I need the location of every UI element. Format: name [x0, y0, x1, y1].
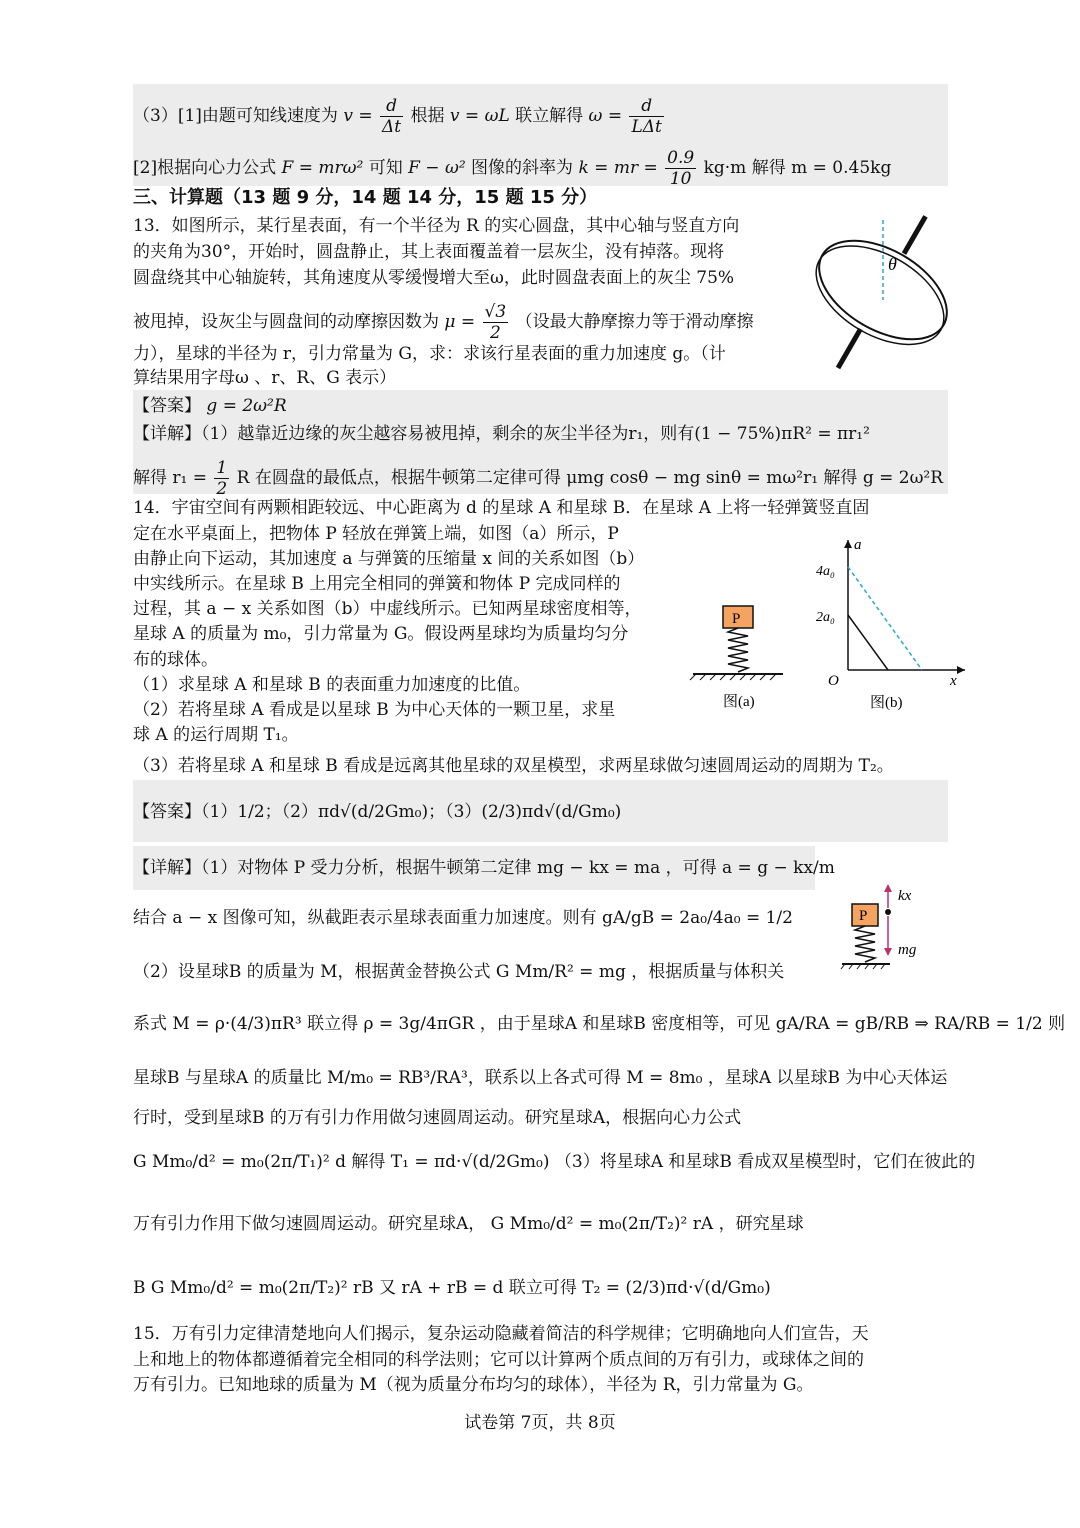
p14-line-4: 中实线所示。在星球 B 上用完全相同的弹簧和物体 P 完成同样的 — [133, 574, 621, 594]
p14-detail-line-5: 星球B 与星球A 的质量比 M/m₀ = RB³/RA³，联系以上各式可得 M = 8m₀ ，星球A 以星球B 为中心天体运 — [133, 1068, 948, 1088]
tick-2a0: 2a₀ — [816, 610, 835, 625]
p14-detail-line-4: 系式 M = ρ·(4/3)πR³ 联立得 ρ = 3g/4πGR ，由于星球A 和星球B 密度相等，可见 gA/RA = gB/RB ⇒ RA/RB = 1/2 则 — [133, 1014, 1066, 1034]
p13-line-2: 的夹角为30°，开始时，圆盘静止，其上表面覆盖着一层灰尘，没有掉落。现将 — [133, 242, 725, 262]
p13-line-6: 算结果用字母ω 、r、R、G 表示） — [133, 368, 397, 388]
p13-line-3: 圆盘绕其中心轴旋转，其角速度从零缓慢增大至ω，此时圆盘表面上的灰尘 75% — [133, 268, 735, 288]
axis-x-label: x — [950, 673, 957, 689]
p13-detail-line-1: 【详解】（1）越靠近边缘的灰尘越容易被甩掉，剩余的灰尘半径为r₁，则有(1 − 75%)πR² = πr₁² — [133, 424, 870, 444]
disc-figure — [808, 210, 968, 375]
block-p-label: P — [732, 611, 741, 627]
p14-detail-line-6: 行时，受到星球B 的万有引力作用做匀速圆周运动。研究星球A，根据向心力公式 — [133, 1108, 742, 1128]
p13-line-4: 被甩掉，设灰尘与圆盘间的动摩擦因数为 μ = $\frac{√3}{2}$ （设最大静摩擦力等于滑动摩擦 — [133, 302, 754, 343]
p14-line-2: 定在水平桌面上，把物体 P 轻放在弹簧上端，如图（a）所示，P — [133, 524, 619, 544]
p14-line-1: 14．宇宙空间有两颗相距较远、中心距离为 d 的星球 A 和星球 B．在星球 A 上将一轻弹簧竖直固 — [133, 498, 870, 518]
p14-line-9: （2）若将星球 A 看成是以星球 B 为中心天体的一颗卫星，求星 — [133, 700, 616, 720]
figure-b-graph — [810, 535, 970, 715]
p14-line-10: 球 A 的运行周期 T₁。 — [133, 725, 299, 745]
force-block-p: P — [859, 908, 868, 924]
figure-a-spring — [688, 600, 788, 715]
p14-line-11: （3）若将星球 A 和星球 B 看成是远离其他星球的双星模型，求两星球做匀速圆周运动的周期为 T₂。 — [133, 756, 894, 776]
slope-fraction: $\frac{0.9}{10}$ — [667, 148, 695, 189]
p14-detail-line-2: 结合 a − x 图像可知，纵截距表示星球表面重力加速度。则有 gA/gB = 2a₀/4a₀ = 1/2 — [133, 908, 793, 928]
p13-line-1: 13．如图所示，某行星表面，有一个半径为 R 的实心圆盘，其中心轴与竖直方向 — [133, 216, 740, 236]
p15-line-3: 万有引力。已知地球的质量为 M（视为质量分布均匀的球体），半径为 R，引力常量为 G。 — [133, 1375, 814, 1395]
theta-label: θ — [888, 254, 897, 274]
p15-line-2: 上和地上的物体都遵循着完全相同的科学法则；它可以计算两个质点间的万有引力，或球体之间的 — [133, 1350, 864, 1370]
p14-line-5: 过程，其 a − x 关系如图（b）中虚线所示。已知两星球密度相等， — [133, 599, 642, 619]
p14-line-6: 星球 A 的质量为 m₀，引力常量为 G。假设两星球均为质量均匀分 — [133, 624, 629, 644]
p14-detail-line-3: （2）设星球B 的质量为 M，根据黄金替换公式 G Mm/R² = mg ，根据质量与体积关 — [133, 962, 785, 982]
p13-detail-line-2: 解得 r₁ = $\frac{1}{2}$ R 在圆盘的最低点，根据牛顿第二定律可得 μmg cosθ − mg sinθ = mω²r₁ 解得 g = 2ω²R — [133, 458, 944, 499]
page-footer: 试卷第 7页，共 8页 — [464, 1413, 616, 1433]
fraction-d-over-dt: $\frac{d}{\Delta t}$ — [381, 96, 402, 137]
section-title: 三、计算题（13 题 9 分，14 题 14 分，15 题 15 分） — [133, 187, 598, 208]
q3-part1-line: （3）[1]由题可知线速度为 v = $\frac{d}{\Delta t}$ 根据 v = ωL 联立解得 ω = $\frac{d}{\text{LΔt}}$ — [133, 96, 662, 137]
force-kx-label: kx — [898, 888, 912, 904]
axis-origin-label: O — [828, 673, 839, 689]
p15-line-1: 15．万有引力定律清楚地向人们揭示，复杂运动隐藏着简洁的科学规律；它明确地向人们宣告，天 — [133, 1324, 869, 1344]
p13-answer-line: 【答案】 g = 2ω²R — [133, 396, 287, 416]
half-fraction: $\frac{1}{2}$ — [216, 458, 228, 499]
axis-a-label: a — [854, 537, 862, 553]
p14-detail-line-1: 【详解】（1）对物体 P 受力分析，根据牛顿第二定律 mg − kx = ma ，可得 a = g − kx/m — [133, 858, 835, 878]
p14-detail-line-8: 万有引力作用下做匀速圆周运动。研究星球A， G Mm₀/d² = m₀(2π/T₂)² rA ，研究星球 — [133, 1214, 804, 1234]
mu-fraction: $\frac{√3}{2}$ — [484, 302, 507, 343]
p14-answer-line: 【答案】（1）1/2；（2）πd√(d/2Gm₀)；（3）(2/3)πd√(d/Gm₀) — [133, 802, 622, 822]
figure-a-caption: 图(a) — [723, 694, 755, 710]
force-mg-label: mg — [898, 942, 917, 958]
p14-detail-line-7: G Mm₀/d² = m₀(2π/T₁)² d 解得 T₁ = πd·√(d/2Gm₀) （3）将星球A 和星球B 看成双星模型时，它们在彼此的 — [133, 1152, 976, 1172]
figure-b-caption: 图(b) — [870, 695, 903, 711]
p14-line-8: （1）求星球 A 和星球 B 的表面重力加速度的比值。 — [133, 675, 531, 695]
tick-4a0: 4a₀ — [816, 564, 835, 579]
force-diagram — [840, 880, 930, 980]
solid-line-star-a — [848, 615, 888, 670]
p14-line-3: 由静止向下运动，其加速度 a 与弹簧的压缩量 x 间的关系如图（b） — [133, 549, 645, 569]
fraction-d-over-ldt: $\frac{d}{\text{LΔt}}$ — [631, 96, 662, 137]
q3-part2-line: [2]根据向心力公式 F = mrω² 可知 F − ω² 图像的斜率为 k = mr = $\frac{0.9}{10}$ kg·m 解得 m = 0.45kg — [133, 148, 892, 189]
dashed-line-star-b — [848, 567, 922, 670]
p14-line-7: 布的球体。 — [133, 650, 218, 670]
p13-line-5: 力），星球的半径为 r，引力常量为 G，求：求该行星表面的重力加速度 g。（计 — [133, 344, 726, 364]
p14-detail-line-9: B G Mm₀/d² = m₀(2π/T₂)² rB 又 rA + rB = d 联立可得 T₂ = (2/3)πd·√(d/Gm₀) — [133, 1278, 771, 1298]
